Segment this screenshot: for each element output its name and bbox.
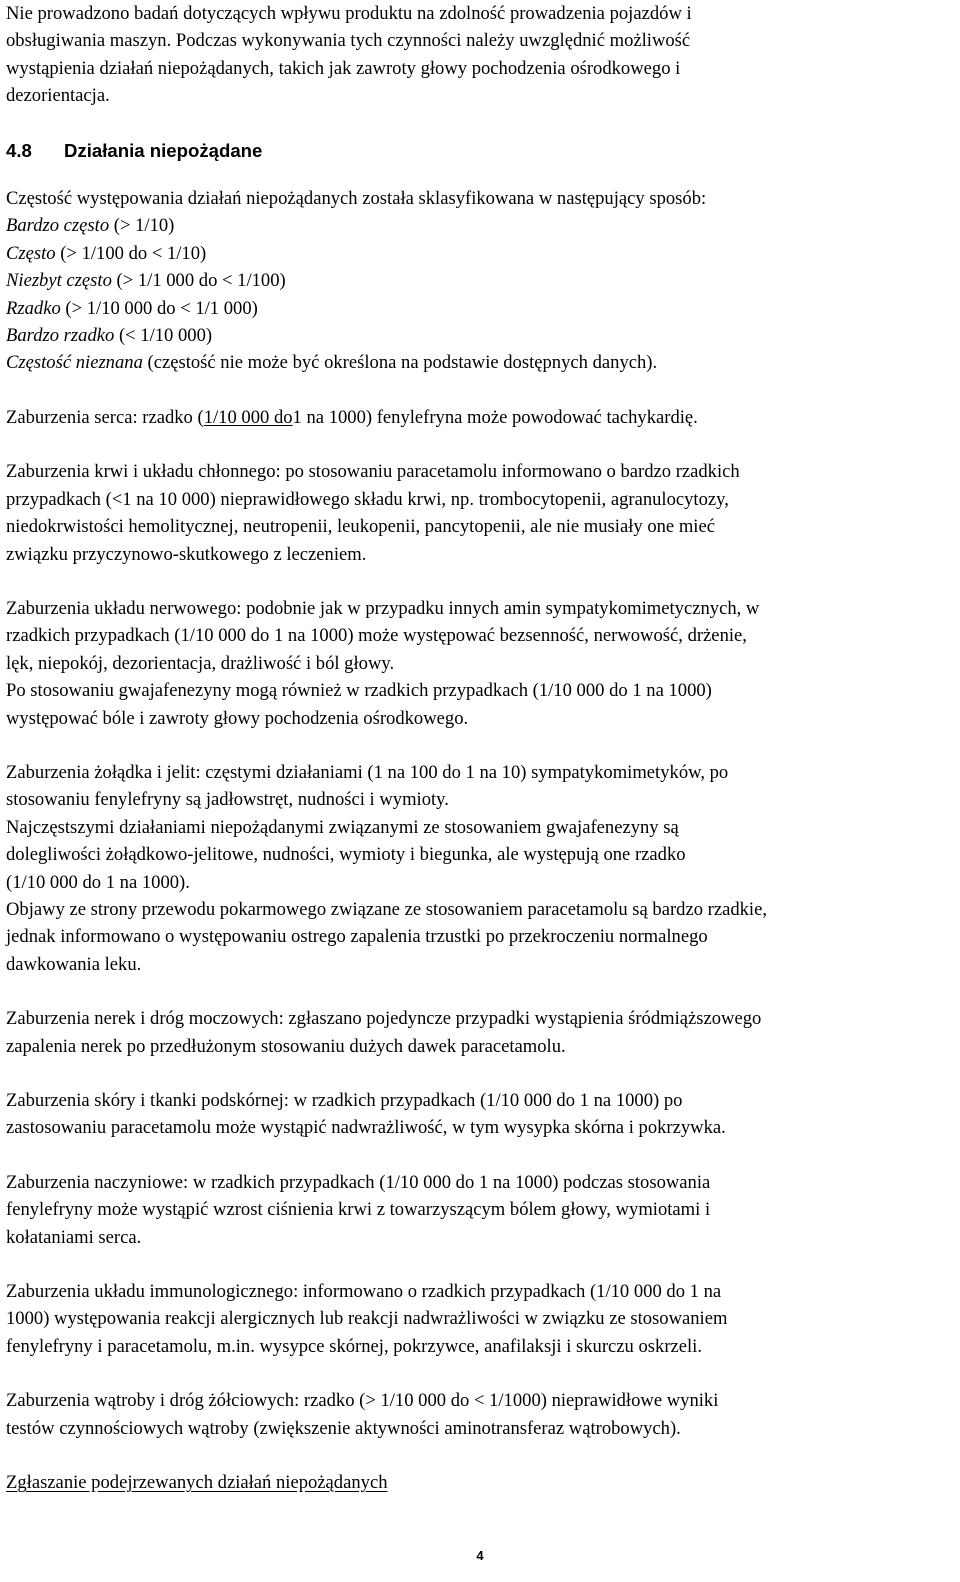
frequency-term: Niezbyt często xyxy=(6,270,112,292)
text-line: dezorientacja. xyxy=(6,85,110,107)
text-segment: 1 na 1000). xyxy=(105,871,190,893)
document-page xyxy=(6,0,952,1496)
text-line: jednak informowano o występowaniu ostrego zapalenia trzustki po przekroczeniu normalnego xyxy=(6,926,708,948)
frequency-item xyxy=(6,212,952,239)
text-line: obsługiwania maszyn. Podczas wykonywania tych czynności należy uwzględnić możliwość xyxy=(6,30,691,52)
text-line xyxy=(6,759,952,786)
gastro-disorders-paragraph xyxy=(6,759,952,978)
text-line xyxy=(6,677,952,704)
frequency-range: (> 1/10) xyxy=(109,215,175,237)
text-line: fenylefryny i paracetamolu, m.in. wysypce skórnej, pokrzywce, anafilaksji i skurczu oskrzeli. xyxy=(6,1335,702,1357)
text-line: Zaburzenia wątroby i dróg żółciowych: rzadko (> 1/10 000 do < 1/1000) nieprawidłowe wyniki xyxy=(6,1390,719,1412)
text-line: 1000) występowania reakcji alergicznych lub reakcji nadwrażliwości w związku ze stosowaniem xyxy=(6,1308,728,1330)
text-line xyxy=(6,869,952,896)
liver-disorders-paragraph xyxy=(6,1387,952,1442)
text-line: występować bóle i zawroty głowy pochodzenia ośrodkowego. xyxy=(6,707,469,729)
frequency-item xyxy=(6,349,952,376)
text-line: stosowaniu fenylefryny są jadłowstręt, nudności i wymioty. xyxy=(6,789,449,811)
text-line: dolegliwości żołądkowo-jelitowe, nudności, wymioty i biegunka, ale występują one rzadko xyxy=(6,844,686,866)
frequency-range: (> 1/10 000 do < 1/1 000) xyxy=(60,297,258,319)
skin-disorders-paragraph xyxy=(6,1087,952,1142)
reporting-section xyxy=(6,1469,952,1496)
text-line: Zaburzenia krwi i układu chłonnego: po stosowaniu paracetamolu informowano o bardzo rzadkich xyxy=(6,461,740,483)
text-segment: Po stosowaniu gwajafenezyny mogą również w rzadkich przypadkach ( xyxy=(6,680,539,702)
text-line: kołataniami serca. xyxy=(6,1226,142,1248)
reporting-heading: Zgłaszanie podejrzewanych działań niepożądanych xyxy=(6,1472,388,1494)
text-line: zastosowaniu paracetamolu może wystąpić nadwrażliwość, w tym wysypka skórna i pokrzywka. xyxy=(6,1117,726,1139)
text-segment: Zaburzenia skóry i tkanki podskórnej: w rzadkich przypadkach ( xyxy=(6,1090,487,1111)
frequency-term: Rzadko xyxy=(6,297,61,319)
frequency-range: (< 1/10 000) xyxy=(114,325,213,347)
frequency-item xyxy=(6,295,952,322)
frequency-term: Bardzo często xyxy=(6,215,110,237)
text-line: Nie prowadzono badań dotyczących wpływu produktu na zdolność prowadzenia pojazdów i xyxy=(6,3,692,24)
text-segment: 1 na 1000) fenylefryna może powodować tachykardię. xyxy=(292,406,698,428)
text-segment: 1/10 000 do xyxy=(180,625,274,647)
frequency-range: (> 1/1 000 do < 1/100) xyxy=(111,270,286,292)
immune-disorders-paragraph xyxy=(6,1278,952,1360)
text-segment: 1/10 000 do xyxy=(486,1090,580,1111)
heart-disorders-paragraph xyxy=(6,404,952,431)
text-segment: 1/10 000 do xyxy=(385,1171,479,1193)
text-line: Zaburzenia nerek i dróg moczowych: zgłaszano pojedyncze przypadki wystąpienia śródmiąższowego xyxy=(6,1008,762,1030)
text-line: lęk, niepokój, dezorientacja, drażliwość i ból głowy. xyxy=(6,652,395,674)
section-title: Działania niepożądane xyxy=(64,139,263,161)
text-segment: Zaburzenia serca: rzadko ( xyxy=(6,406,204,428)
text-segment: 1 na 10) sympatykomimetyków, po xyxy=(465,761,729,783)
frequency-term: Częstość nieznana xyxy=(6,352,143,374)
frequency-paragraph xyxy=(6,185,952,377)
text-line xyxy=(6,1278,952,1305)
frequency-intro: Częstość występowania działań niepożądanych została sklasyfikowana w następujący sposób: xyxy=(6,188,707,210)
text-line: Najczęstszymi działaniami niepożądanymi związanymi ze stosowaniem gwajafenezyny są xyxy=(6,816,679,838)
text-segment: 1/10 000 do xyxy=(596,1281,690,1303)
kidney-disorders-paragraph xyxy=(6,1005,952,1060)
text-line xyxy=(6,404,952,431)
text-segment: 1 na xyxy=(689,1281,722,1303)
section-number: 4.8 xyxy=(6,139,32,161)
vascular-disorders-paragraph xyxy=(6,1169,952,1251)
text-segment: 1 na 1000) po xyxy=(579,1090,683,1111)
text-segment: 1/10 000 do xyxy=(12,871,106,893)
blood-disorders-paragraph xyxy=(6,458,952,568)
text-segment: Zaburzenia naczyniowe: w rzadkich przypadkach ( xyxy=(6,1171,386,1193)
text-segment: 1 na 1000) podczas stosowania xyxy=(478,1171,711,1193)
frequency-range: (> 1/100 do < 1/10) xyxy=(55,242,207,264)
text-line: dawkowania leku. xyxy=(6,953,142,975)
driving-paragraph xyxy=(6,0,952,110)
text-segment: 1 na 1000) xyxy=(632,680,712,702)
text-line: fenylefryny może wystąpić wzrost ciśnienia krwi z towarzyszącym bólem głowy, wymiotami i xyxy=(6,1199,711,1221)
text-segment: Zaburzenia żołądka i jelit: częstymi działaniami ( xyxy=(6,761,374,783)
text-segment: 1 na 1000) może występować bezsenność, nerwowość, drżenie, xyxy=(273,625,747,647)
frequency-item xyxy=(6,267,952,294)
section-heading xyxy=(6,137,952,164)
frequency-term: Bardzo rzadko xyxy=(6,325,115,347)
text-segment: ( xyxy=(6,871,13,893)
nervous-disorders-paragraph xyxy=(6,595,952,732)
frequency-item xyxy=(6,240,952,267)
text-line xyxy=(6,622,952,649)
text-segment: Zaburzenia układu immunologicznego: informowano o rzadkich przypadkach ( xyxy=(6,1281,597,1303)
text-segment: 1/10 000 do xyxy=(538,680,633,702)
text-line: związku przyczynowo-skutkowego z leczeniem. xyxy=(6,543,367,565)
text-segment: 1/10 000 do xyxy=(203,406,293,428)
text-line: Objawy ze strony przewodu pokarmowego związane ze stosowaniem paracetamolu są bardzo rzadkie, xyxy=(6,898,768,920)
text-line: testów czynnościowych wątroby (zwiększenie aktywności aminotransferaz wątrobowych). xyxy=(6,1417,681,1439)
text-line: Zaburzenia układu nerwowego: podobnie jak w przypadku innych amin sympatykomimetycznych, w xyxy=(6,597,760,619)
text-segment: rzadkich przypadkach ( xyxy=(6,625,181,647)
text-line xyxy=(6,1169,952,1196)
text-line: przypadkach (<1 na 10 000) nieprawidłowego składu krwi, np. trombocytopenii, agranulocytozy, xyxy=(6,488,729,510)
frequency-range: (częstość nie może być określona na podstawie dostępnych danych). xyxy=(142,352,658,374)
text-segment: 1 na 100 do xyxy=(373,761,466,783)
text-line: niedokrwistości hemolitycznej, neutropenii, leukopenii, pancytopenii, ale nie musiały one mieć xyxy=(6,516,715,538)
text-line: zapalenia nerek po przedłużonym stosowaniu dużych dawek paracetamolu. xyxy=(6,1035,566,1057)
frequency-term: Często xyxy=(6,242,56,264)
text-line: wystąpienia działań niepożądanych, takich jak zawroty głowy pochodzenia ośrodkowego i xyxy=(6,57,681,79)
page-number: 4 xyxy=(476,1548,484,1563)
frequency-item xyxy=(6,322,952,349)
text-line xyxy=(6,1087,952,1114)
